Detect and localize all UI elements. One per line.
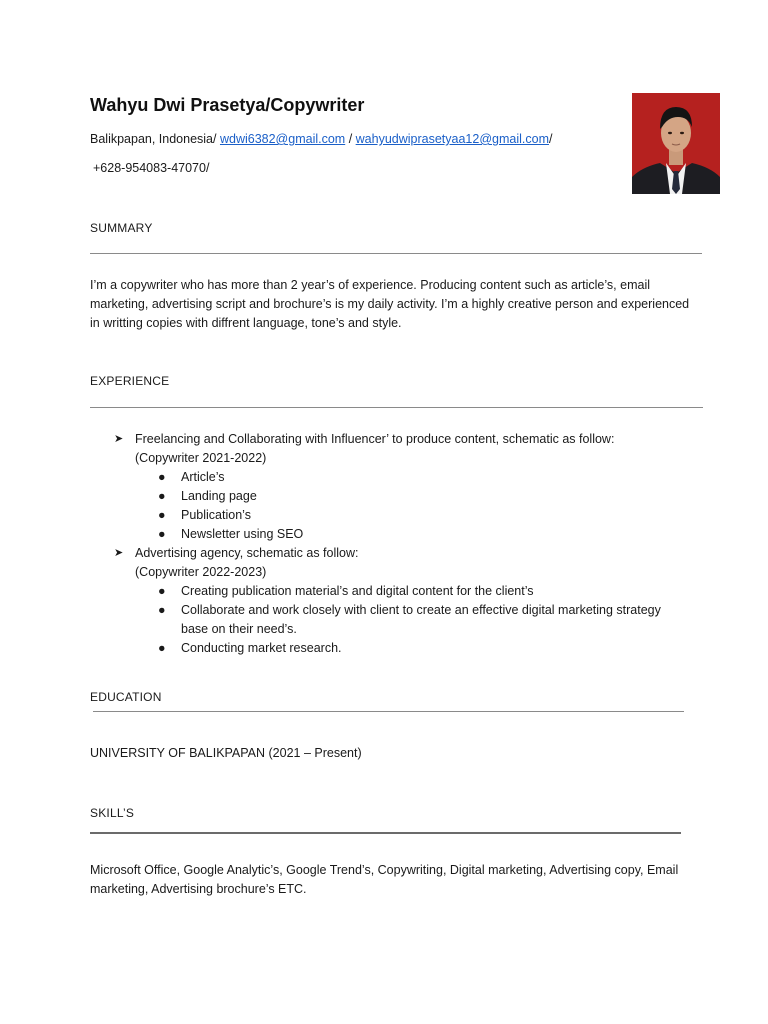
experience-heading-text: Freelancing and Collaborating with Influencer’ to produce content, schematic as follow: <box>135 432 615 446</box>
experience-heading: EXPERIENCE <box>90 374 170 388</box>
email-link-1[interactable]: wdwi6382@gmail.com <box>219 132 346 146</box>
contact-trailing-slash: / <box>548 132 553 146</box>
experience-list <box>114 430 714 658</box>
experience-role: (Copywriter 2021-2022) <box>135 451 267 465</box>
list-item-text: Creating publication material’s and digital content for the client’s <box>181 584 534 598</box>
education-divider <box>93 711 684 712</box>
list-item <box>158 506 714 525</box>
skills-heading: SKILL’S <box>90 806 135 820</box>
list-item-text: Publication’s <box>181 508 251 522</box>
summary-text: I’m a copywriter who has more than 2 year’s of experience. Producing content such as article’s, email marketing, advertising script and brochure’s is my daily activity. I’m a highly creative person and experienced in writting copies with diffrent language, tone’s and style. <box>90 278 690 330</box>
list-item <box>158 487 714 506</box>
list-item-text: Conducting market research. <box>181 641 342 655</box>
list-item <box>158 601 714 639</box>
experience-divider <box>90 407 703 408</box>
location-text: Balikpapan, Indonesia/ <box>90 132 220 146</box>
experience-heading-text: Advertising agency, schematic as follow: <box>135 546 359 560</box>
summary-heading: SUMMARY <box>90 221 153 235</box>
list-item <box>158 525 714 544</box>
bullet-dot-icon: ● <box>158 489 166 503</box>
list-item <box>158 582 714 601</box>
list-item <box>158 468 714 487</box>
bullet-dot-icon: ● <box>158 527 166 541</box>
education-entry: UNIVERSITY OF BALIKPAPAN (2021 – Present) <box>90 746 362 760</box>
list-item-text: Landing page <box>181 489 257 503</box>
bullet-dot-icon: ● <box>158 641 166 655</box>
arrow-bullet-icon: ➤ <box>114 433 124 445</box>
phone-number: +628-954083-47070/ <box>93 161 210 175</box>
bullet-dot-icon: ● <box>158 584 166 598</box>
summary-divider <box>90 253 702 254</box>
bullet-dot-icon: ● <box>158 508 166 522</box>
profile-photo <box>632 93 720 194</box>
experience-role: (Copywriter 2022-2023) <box>135 565 267 579</box>
list-item <box>158 639 714 658</box>
bullet-dot-icon: ● <box>158 470 166 484</box>
list-item-text: Collaborate and work closely with client to create an effective digital marketing strategy base on their need’s. <box>181 603 661 636</box>
experience-bullets <box>135 582 714 658</box>
skills-divider <box>90 832 681 834</box>
contact-line <box>90 132 552 146</box>
list-item-text: Article’s <box>181 470 225 484</box>
experience-entry <box>114 430 714 544</box>
experience-bullets <box>135 468 714 544</box>
list-item-text: Newsletter using SEO <box>181 527 304 541</box>
bullet-dot-icon: ● <box>158 603 166 617</box>
education-heading: EDUCATION <box>90 690 162 704</box>
skills-text: Microsoft Office, Google Analytic’s, Google Trend’s, Copywriting, Digital marketing, Advertising copy, Email marketing, Advertising brochure’s ETC. <box>90 863 679 896</box>
experience-entry <box>114 544 714 658</box>
name-title: Wahyu Dwi Prasetya/Copywriter <box>90 95 365 115</box>
arrow-bullet-icon: ➤ <box>114 547 124 559</box>
email-separator: / <box>345 132 356 146</box>
email-link-2[interactable]: wahyudwiprasetyaa12@gmail.com <box>355 132 549 146</box>
